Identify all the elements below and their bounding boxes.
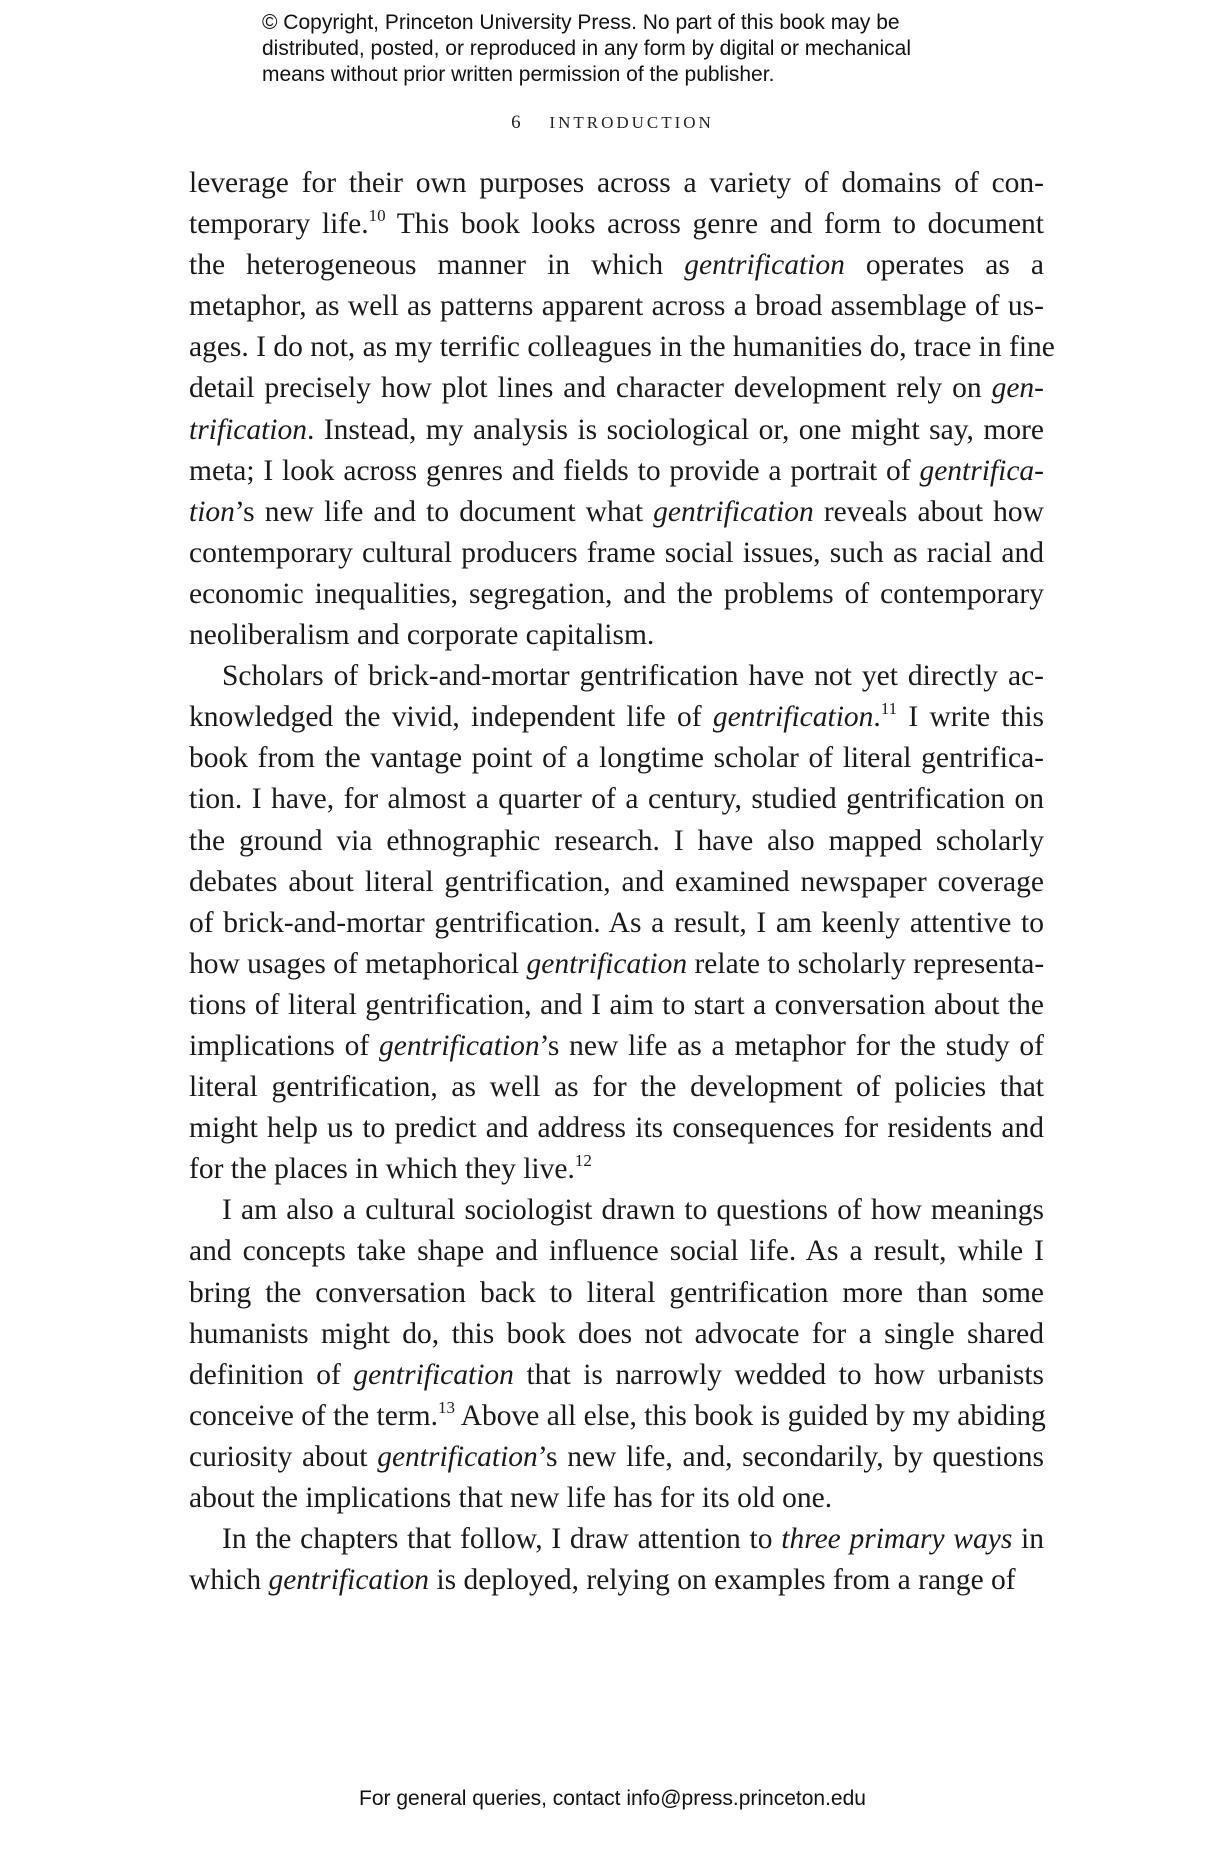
text-line bbox=[189, 533, 1044, 574]
text-line bbox=[189, 903, 1044, 944]
italic-term: gentrification bbox=[268, 1564, 430, 1597]
text-run: conceive of the term. bbox=[189, 1399, 438, 1432]
text-run: tion. I have, for almost a quarter of a century, studied gentrification on bbox=[189, 783, 1044, 816]
text-run: in bbox=[1012, 1523, 1044, 1556]
text-run: bring the conversation back to literal gentrification more than some bbox=[189, 1276, 1044, 1309]
text-line bbox=[189, 1355, 1044, 1396]
text-run: curiosity about bbox=[189, 1440, 378, 1473]
body-text bbox=[189, 163, 1055, 1601]
text-line bbox=[189, 1067, 1044, 1108]
text-line bbox=[189, 1108, 1044, 1149]
italic-term: gentrification bbox=[377, 1440, 538, 1473]
text-run: neoliberalism and corporate capitalism. bbox=[189, 619, 655, 652]
text-run: Scholars of brick-and-mortar gentrification have not yet directly ac- bbox=[222, 660, 1044, 693]
text-line bbox=[189, 1026, 1044, 1067]
italic-term: gentrification bbox=[684, 249, 845, 282]
text-line bbox=[189, 204, 1044, 245]
text-run: knowledged the vivid, independent life of bbox=[189, 701, 713, 734]
text-run: Above all else, this book is guided by my abiding bbox=[455, 1399, 1046, 1432]
text-run: I am also a cultural sociologist drawn to questions of how meanings bbox=[222, 1194, 1044, 1227]
text-line bbox=[189, 492, 1044, 533]
copyright-line: © Copyright, Princeton University Press. No part of this book may be bbox=[262, 11, 900, 34]
text-line bbox=[189, 1519, 1044, 1560]
text-run: I write this bbox=[897, 701, 1044, 734]
text-line bbox=[189, 985, 1044, 1026]
text-run: debates about literal gentrification, and examined newspaper coverage bbox=[189, 865, 1044, 898]
page-number: 6 bbox=[511, 112, 524, 133]
text-line bbox=[189, 615, 1044, 656]
italic-term: gentrification bbox=[526, 947, 688, 980]
text-run: which bbox=[189, 1564, 269, 1597]
text-run: ages. I do not, as my terrific colleagues in the humanities do, trace in fine bbox=[189, 331, 1055, 364]
text-run: the heterogeneous manner in which bbox=[189, 249, 685, 282]
italic-term: gentrification bbox=[379, 1029, 540, 1062]
footnote-marker: 13 bbox=[438, 1397, 455, 1417]
text-run: humanists might do, this book does not advocate for a single shared bbox=[189, 1317, 1044, 1350]
text-run: about the implications that new life has for its old one. bbox=[189, 1482, 833, 1514]
text-run: . bbox=[873, 701, 881, 734]
copyright-line: distributed, posted, or reproduced in any form by digital or mechanical bbox=[262, 37, 912, 60]
text-run: that is narrowly wedded to how urbanists bbox=[513, 1358, 1044, 1391]
text-line bbox=[189, 368, 1044, 409]
text-line bbox=[189, 697, 1044, 738]
text-run: is deployed, relying on examples from a range of bbox=[429, 1564, 1016, 1597]
italic-term: gen- bbox=[991, 372, 1044, 405]
text-line bbox=[189, 163, 1044, 204]
text-line bbox=[189, 738, 1044, 779]
text-run: implications of bbox=[189, 1029, 380, 1062]
text-line bbox=[189, 451, 1044, 492]
text-run: literal gentrification, as well as for the development of policies that bbox=[189, 1071, 1044, 1104]
text-line bbox=[189, 656, 1044, 697]
text-run: how usages of metaphorical bbox=[189, 947, 527, 980]
text-run: reveals about how bbox=[813, 495, 1044, 528]
text-run: . Instead, my analysis is sociological or, one might say, more bbox=[307, 413, 1044, 446]
text-line bbox=[189, 1190, 1044, 1231]
italic-term: three primary ways bbox=[781, 1523, 1013, 1556]
running-head-title: INTRODUCTION bbox=[549, 113, 714, 132]
text-run: leverage for their own purposes across a variety of domains of con- bbox=[189, 167, 1044, 199]
text-line bbox=[189, 1478, 1044, 1519]
text-line bbox=[189, 574, 1044, 615]
text-run: ’s new life as a metaphor for the study of bbox=[539, 1029, 1045, 1062]
italic-term: gentrifica- bbox=[919, 454, 1044, 487]
text-line bbox=[189, 821, 1044, 862]
text-run: temporary life. bbox=[189, 208, 369, 241]
text-run: for the places in which they live. bbox=[189, 1153, 575, 1186]
text-line bbox=[189, 410, 1044, 451]
text-run: and concepts take shape and influence social life. As a result, while I bbox=[189, 1235, 1044, 1268]
text-run: In the chapters that follow, I draw attention to bbox=[222, 1523, 782, 1556]
text-run: metaphor, as well as patterns apparent across a broad assemblage of us- bbox=[189, 290, 1044, 323]
text-line bbox=[189, 286, 1044, 327]
text-run: definition of bbox=[189, 1358, 354, 1391]
text-run: meta; I look across genres and fields to provide a portrait of bbox=[189, 454, 920, 487]
italic-term: gentrification bbox=[353, 1358, 514, 1391]
text-run: economic inequalities, segregation, and the problems of contemporary bbox=[189, 577, 1044, 610]
text-line bbox=[189, 1273, 1044, 1314]
text-line bbox=[189, 944, 1044, 985]
text-line bbox=[189, 1396, 1044, 1437]
italic-term: tion bbox=[189, 495, 235, 528]
footnote-marker: 10 bbox=[368, 206, 386, 226]
text-run: of brick-and-mortar gentrification. As a result, I am keenly attentive to bbox=[189, 906, 1044, 939]
italic-term: gentrification bbox=[712, 701, 874, 734]
text-line bbox=[189, 1560, 1044, 1601]
footnote-marker: 12 bbox=[574, 1151, 592, 1171]
text-run: This book looks across genre and form to document bbox=[385, 208, 1044, 241]
text-run: book from the vantage point of a longtime scholar of literal gentrifica- bbox=[189, 742, 1044, 775]
text-line bbox=[189, 327, 1055, 368]
italic-term: gentrification bbox=[653, 495, 814, 528]
text-run: operates as a bbox=[844, 249, 1044, 282]
text-line bbox=[189, 862, 1044, 903]
text-line bbox=[189, 245, 1044, 286]
text-run: detail precisely how plot lines and character development rely on bbox=[189, 372, 992, 405]
text-run: the ground via ethnographic research. I have also mapped scholarly bbox=[189, 824, 1044, 857]
text-run: relate to scholarly representa- bbox=[687, 947, 1045, 980]
text-run: ’s new life and to document what bbox=[234, 495, 654, 528]
text-line bbox=[189, 1231, 1044, 1272]
footnote-marker: 11 bbox=[880, 699, 898, 719]
text-line bbox=[189, 1314, 1044, 1355]
running-head bbox=[0, 112, 1225, 134]
text-line bbox=[189, 779, 1044, 820]
copyright-notice bbox=[262, 10, 1022, 88]
text-run: contemporary cultural producers frame social issues, such as racial and bbox=[189, 536, 1044, 569]
italic-term: trification bbox=[189, 413, 307, 446]
copyright-line: means without prior written permission of the publisher. bbox=[262, 63, 775, 86]
text-run: tions of literal gentrification, and I aim to start a conversation about the bbox=[189, 988, 1044, 1021]
text-line bbox=[189, 1437, 1044, 1478]
footer-contact: For general queries, contact info@press.princeton.edu bbox=[359, 1787, 866, 1810]
text-run: ’s new life, and, secondarily, by questions bbox=[537, 1440, 1044, 1473]
text-line bbox=[189, 1149, 1044, 1190]
text-run: might help us to predict and address its consequences for residents and bbox=[189, 1112, 1044, 1145]
